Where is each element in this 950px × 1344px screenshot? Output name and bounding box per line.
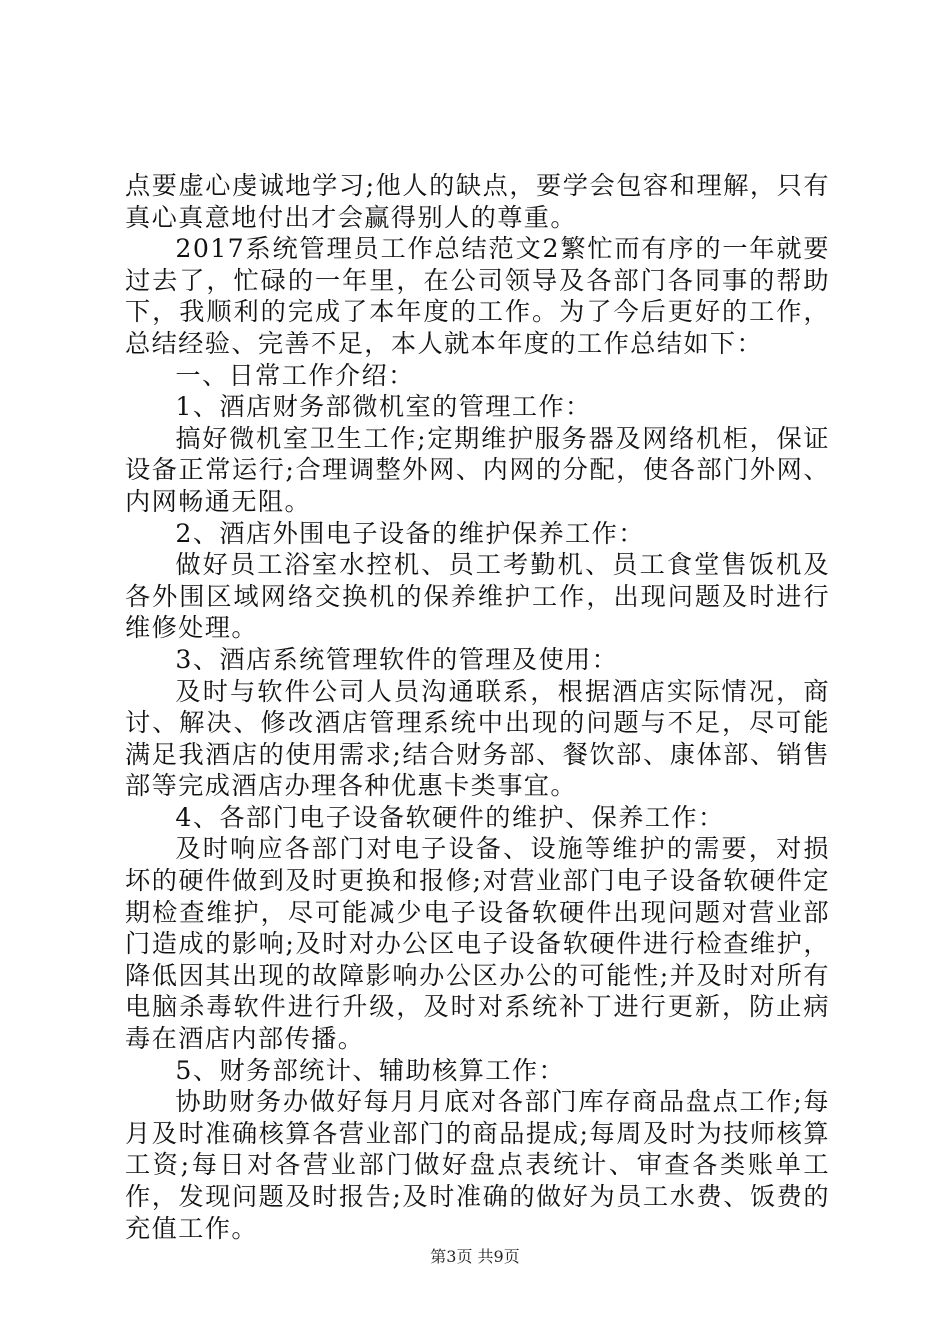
paragraph-intro: 2017系统管理员工作总结范文2繁忙而有序的一年就要过去了，忙碌的一年里，在公司领导及各部门各同事的帮助下，我顺利的完成了本年度的工作。为了今后更好的工作，总结经验、完善不足，本人就本年度的工作总结如下： [125, 234, 830, 358]
document-body [125, 170, 830, 1244]
item-heading-1: 1、酒店财务部微机室的管理工作： [175, 392, 592, 422]
item-body-4: 及时响应各部门对电子设备、设施等维护的需要，对损坏的硬件做到及时更换和报修;对营业部门电子设备软硬件定期检查维护，尽可能减少电子设备软硬件出现问题对营业部门造成的影响;及时对办公区电子设备软硬件进行检查维护，降低因其出现的故障影响办公区办公的可能性;并及时对所有电脑杀毒软件进行升级，及时对系统补丁进行更新，防止病毒在酒店内部传播。 [125, 834, 830, 1054]
item-heading-3: 3、酒店系统管理软件的管理及使用： [175, 644, 619, 674]
item-body-1: 搞好微机室卫生工作;定期维护服务器及网络机柜，保证设备正常运行;合理调整外网、内网的分配，使各部门外网、内网畅通无阻。 [125, 423, 830, 516]
item-body-2: 做好员工浴室水控机、员工考勤机、员工食堂售饭机及各外围区域网络交换机的保养维护工作，出现问题及时进行维修处理。 [125, 550, 830, 643]
section-heading-daily-work: 一、日常工作介绍： [175, 360, 415, 390]
item-heading-5: 5、财务部统计、辅助核算工作： [175, 1055, 566, 1085]
item-body-3: 及时与软件公司人员沟通联系，根据酒店实际情况，商讨、解决、修改酒店管理系统中出现的问题与不足，尽可能满足我酒店的使用需求;结合财务部、餐饮部、康体部、销售部等完成酒店办理各种优惠卡类事宜。 [125, 676, 830, 801]
item-body-5: 协助财务办做好每月月底对各部门库存商品盘点工作;每月及时准确核算各营业部门的商品提成;每周及时为技师核算工资;每日对各营业部门做好盘点表统计、审查各类账单工作，发现问题及时报告;及时准确的做好为员工水费、饭费的充值工作。 [125, 1087, 830, 1243]
page-number-footer: 第3页 共9页 [430, 1247, 520, 1266]
item-heading-4: 4、各部门电子设备软硬件的维护、保养工作： [175, 802, 725, 832]
paragraph-continuation: 点要虚心虔诚地学习;他人的缺点，要学会包容和理解，只有真心真意地付出才会赢得别人的尊重。 [125, 171, 830, 232]
item-heading-2: 2、酒店外围电子设备的维护保养工作： [175, 518, 645, 548]
